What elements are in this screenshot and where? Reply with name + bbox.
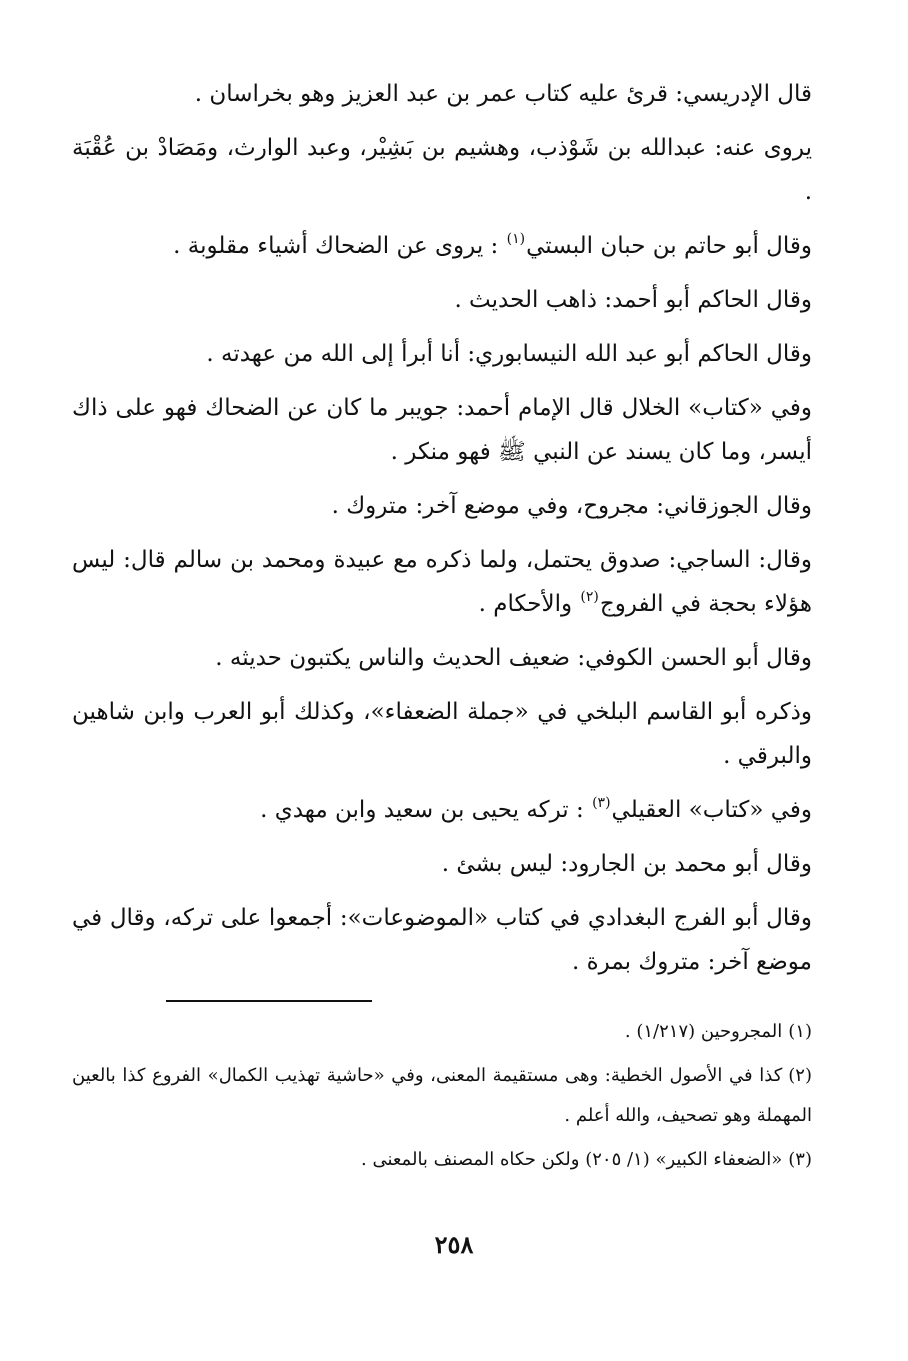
footnote xyxy=(72,1140,812,1180)
paragraph: وقال أبو الفرج البغدادي في كتاب «الموضوعات»: أجمعوا على تركه، وقال في موضع آخر: متروك بمرة . xyxy=(72,905,812,975)
paragraph-text: والأحكام . xyxy=(478,591,580,617)
main-text xyxy=(72,72,812,994)
footnote-number: (٣) xyxy=(788,1149,812,1170)
paragraph-text: : يروى عن الضحاك أشياء مقلوبة . xyxy=(173,233,506,259)
footnote-ref[interactable]: (٣) xyxy=(592,795,611,811)
footnote xyxy=(72,1056,812,1136)
paragraph xyxy=(72,224,812,268)
footnote-text: المجروحين (١/٢١٧) . xyxy=(624,1021,783,1042)
footnote-number: (١) xyxy=(788,1021,812,1042)
page-number: ٢٥٨ xyxy=(434,1230,474,1259)
paragraph: وقال الحاكم أبو أحمد: ذاهب الحديث . xyxy=(454,287,812,313)
paragraph-text: : تركه يحيى بن سعيد وابن مهدي . xyxy=(260,797,592,823)
paragraph: وقال أبو محمد بن الجارود: ليس بشئ . xyxy=(441,851,812,877)
paragraph xyxy=(72,788,812,832)
paragraph xyxy=(72,538,812,626)
footnote-divider xyxy=(166,1000,372,1002)
footnote-ref[interactable]: (١) xyxy=(506,231,526,247)
paragraph: وقال الحاكم أبو عبد الله النيسابوري: أنا أبرأ إلى الله من عهدته . xyxy=(206,341,812,367)
paragraph-text: وفي «كتاب» العقيلي xyxy=(611,797,812,823)
paragraph: قال الإدريسي: قرئ عليه كتاب عمر بن عبد العزيز وهو بخراسان . xyxy=(194,81,812,107)
paragraph: يروى عنه: عبدالله بن شَوْذب، وهشيم بن بَشِيْر، وعبد الوارث، ومَصَادْ بن عُقْبَة . xyxy=(72,135,812,205)
paragraph: وفي «كتاب» الخلال قال الإمام أحمد: جويبر ما كان عن الضحاك فهو على ذاك أيسر، وما كان يسند عن النبي ﷺ فهو منكر . xyxy=(72,395,812,465)
footnotes xyxy=(72,1012,812,1184)
paragraph: وقال أبو الحسن الكوفي: ضعيف الحديث والناس يكتبون حديثه . xyxy=(215,645,812,671)
paragraph: وقال الجوزقاني: مجروح، وفي موضع آخر: متروك . xyxy=(331,493,812,519)
footnote xyxy=(72,1012,812,1052)
paragraph-text: وقال: الساجي: صدوق يحتمل، ولما ذكره مع عبيدة ومحمد بن سالم قال: ليس هؤلاء بحجة في الفروج xyxy=(72,547,812,617)
footnote-text: «الضعفاء الكبير» (١/ ٢٠٥) ولكن حكاه المصنف بالمعنى . xyxy=(361,1149,783,1170)
footnote-text: كذا في الأصول الخطية: وهى مستقيمة المعنى، وفي «حاشية تهذيب الكمال» الفروع كذا بالعين المهملة وهو تصحيف، والله أعلم . xyxy=(72,1065,812,1126)
footnote-number: (٢) xyxy=(788,1065,812,1086)
footnote-ref[interactable]: (٢) xyxy=(580,589,599,605)
paragraph: وذكره أبو القاسم البلخي في «جملة الضعفاء»، وكذلك أبو العرب وابن شاهين والبرقي . xyxy=(72,699,812,769)
paragraph-text: وقال أبو حاتم بن حبان البستي xyxy=(526,233,812,259)
